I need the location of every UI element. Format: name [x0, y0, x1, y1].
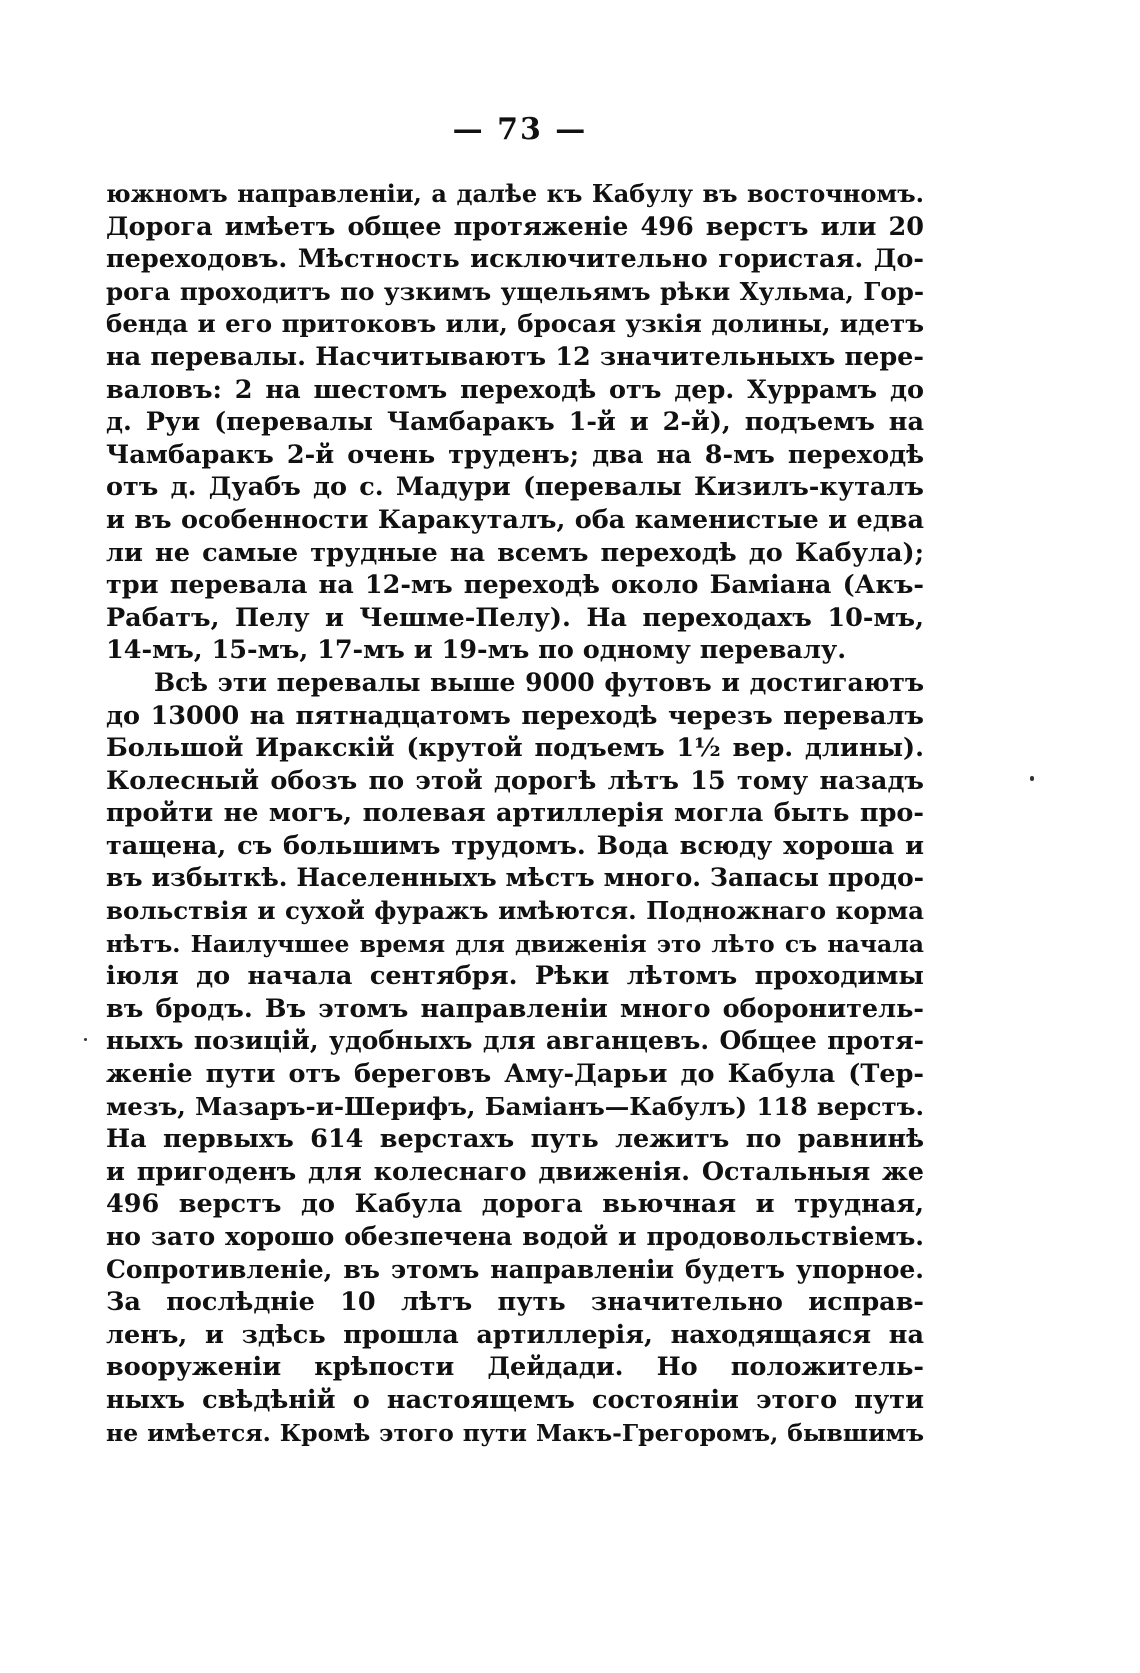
- text-line: женіе пути отъ береговъ Аму-Дарьи до Кабула (Тер-: [106, 1059, 924, 1090]
- text-line: Колесный обозъ по этой дорогѣ лѣтъ 15 тому назадъ: [106, 765, 924, 796]
- text-line: и въ особенности Каракуталъ, оба каменистые и едва: [106, 504, 924, 535]
- text-line: и пригоденъ для колеснаго движенія. Остальныя же: [106, 1156, 924, 1187]
- text-line: но зато хорошо обезпечена водой и продовольствіемъ.: [106, 1222, 924, 1251]
- text-line: Сопротивленіе, въ этомъ направленіи будетъ упорное.: [106, 1254, 924, 1284]
- text-line: 14-мъ, 15-мъ, 17-мъ и 19-мъ по одному перевалу.: [106, 635, 847, 666]
- text-line: ли не самые трудные на всемъ переходѣ до Кабула);: [106, 537, 924, 568]
- text-line: За послѣдніе 10 лѣтъ путь значительно исправ-: [106, 1287, 924, 1318]
- text-line: Чамбаракъ 2-й очень труденъ; два на 8-мъ переходѣ: [106, 439, 924, 470]
- text-line: валовъ: 2 на шестомъ переходѣ отъ дер. Хуррамъ до: [106, 374, 924, 405]
- text-line: Большой Иракскій (крутой подъемъ 1½ вер. длины).: [106, 733, 924, 764]
- text-line: ныхъ позицій, удобныхъ для авганцевъ. Общее протя-: [106, 1026, 924, 1056]
- text-line: тащена, съ большимъ трудомъ. Вода всюду хороша и: [106, 830, 924, 861]
- text-line: три перевала на 12-мъ переходѣ около Баміана (Акъ-: [106, 570, 924, 601]
- print-speck: [1030, 776, 1034, 781]
- text-line: не имѣется. Кромѣ этого пути Макъ-Грегоромъ, бывшимъ: [106, 1418, 924, 1447]
- body-text: [106, 178, 924, 1449]
- page-number: — 73 —: [452, 112, 588, 147]
- text-line: въ бродъ. Въ этомъ направленіи много оборонитель-: [106, 993, 924, 1024]
- text-line: д. Руи (перевалы Чамбаракъ 1-й и 2-й), подъемъ на: [106, 407, 924, 438]
- text-line: ныхъ свѣдѣній о настоящемъ состояніи этого пути: [106, 1384, 924, 1415]
- text-line: Рабатъ, Пелу и Чешме-Пелу). На переходахъ 10-мъ,: [106, 602, 924, 633]
- text-line: іюля до начала сентября. Рѣки лѣтомъ проходимы: [106, 961, 924, 992]
- text-line: нѣтъ. Наилучшее время для движенія это лѣто съ начала: [106, 929, 924, 958]
- text-line: отъ д. Дуабъ до с. Мадури (перевалы Кизилъ-куталъ: [106, 472, 924, 503]
- text-line: ленъ, и здѣсь прошла артиллерія, находящаяся на: [106, 1319, 924, 1350]
- text-line: бенда и его притоковъ или, бросая узкія долины, идетъ: [106, 309, 924, 339]
- text-line: въ избыткѣ. Населенныхъ мѣстъ много. Запасы продо-: [106, 863, 924, 893]
- text-line: рога проходитъ по узкимъ ущельямъ рѣки Хульма, Гор-: [106, 276, 924, 306]
- text-line: 496 верстъ до Кабула дорога вьючная и трудная,: [106, 1189, 924, 1220]
- text-line: пройти не могъ, полевая артиллерія могла быть про-: [106, 798, 924, 829]
- text-line: мезъ, Мазаръ-и-Шерифъ, Баміанъ—Кабулъ) 118 верстъ.: [106, 1091, 924, 1121]
- text-line: На первыхъ 614 верстахъ путь лежитъ по равнинѣ: [106, 1124, 924, 1155]
- text-line: Дорога имѣетъ общее протяженіе 496 верстъ или 20: [106, 211, 924, 242]
- text-line: на перевалы. Насчитываютъ 12 значительныхъ пере-: [106, 341, 924, 372]
- text-line: до 13000 на пятнадцатомъ переходѣ черезъ перевалъ: [106, 700, 924, 731]
- text-line: вооруженіи крѣпости Дейдади. Но положитель-: [106, 1352, 924, 1383]
- text-line: переходовъ. Мѣстность исключительно гористая. До-: [106, 244, 924, 275]
- print-speck: [84, 1038, 87, 1041]
- text-line: Всѣ эти перевалы выше 9000 футовъ и достигаютъ: [154, 667, 924, 697]
- text-line: южномъ направленіи, а далѣе къ Кабулу въ восточномъ.: [106, 179, 924, 208]
- text-line: вольствія и сухой фуражъ имѣются. Подножнаго корма: [106, 896, 924, 926]
